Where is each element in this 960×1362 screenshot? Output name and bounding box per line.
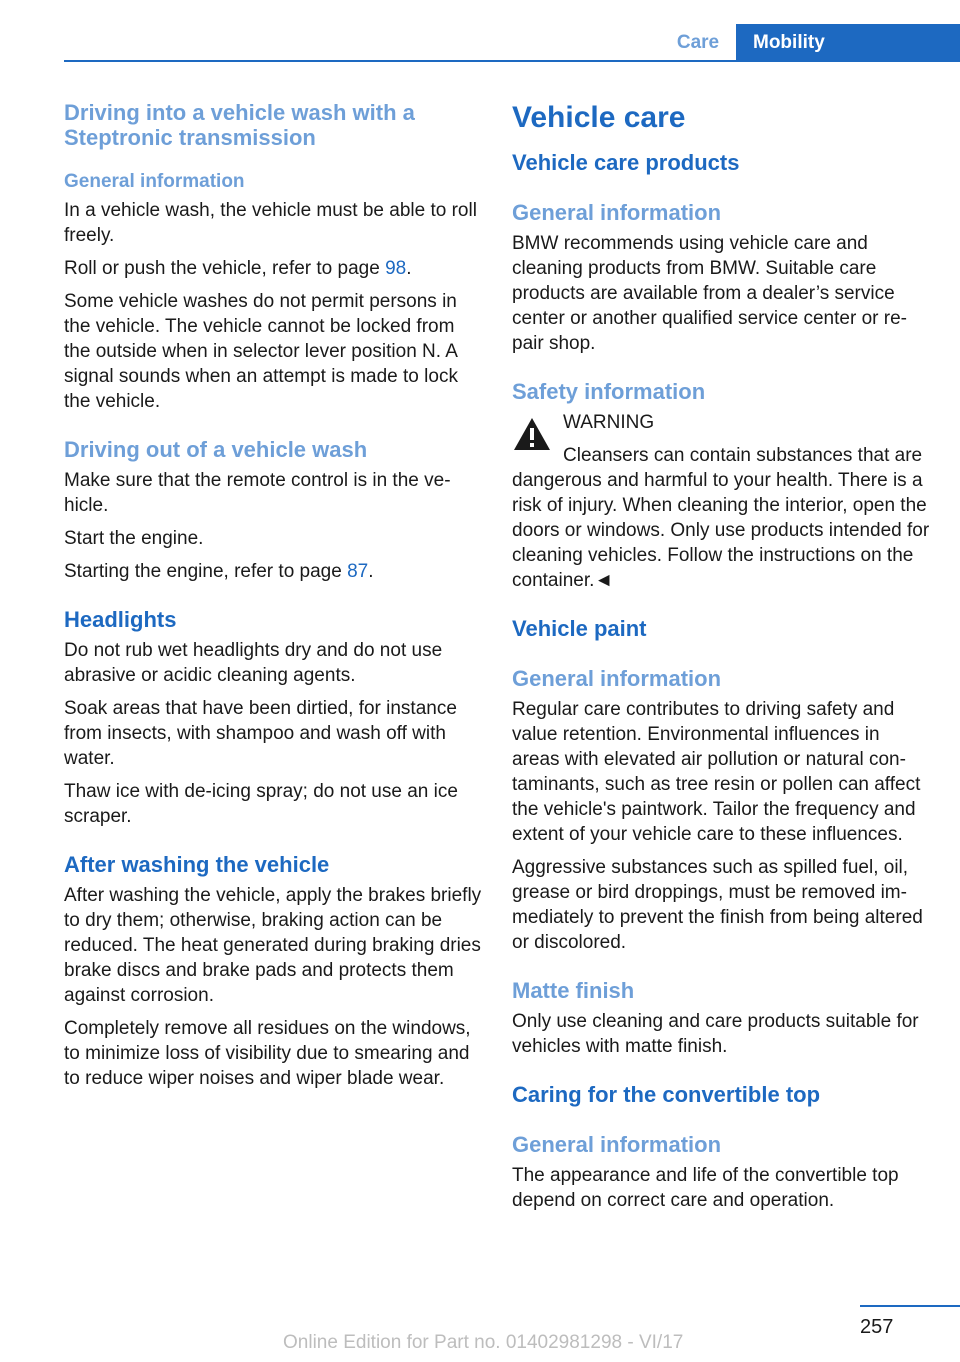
edition-footer: Online Edition for Part no. 01402981298 - VI/17	[283, 1332, 684, 1353]
heading-safety-information: Safety information	[512, 379, 706, 404]
paragraph: After washing the vehicle, apply the brakes briefly to dry them; otherwise, braking action can be reduced. The heat generated during braking dries brake discs and brake pads and protects them against corrosion.	[64, 885, 482, 1006]
paragraph: BMW recommends using vehicle care and cleaning products from BMW. Suitable care products are available from a dealer’s service center or another qualified service center or repair shop.	[512, 233, 907, 354]
left-column	[64, 100, 482, 1099]
page-link-98[interactable]: 98	[385, 258, 407, 279]
paragraph-text: Starting the engine, refer to page	[64, 561, 348, 582]
warning-text: Cleansers can contain substances that are dangerous and harmful to your health. There is a risk of injury. When cleaning the interior, open the doors or windows. Only use products intended for cleaning vehicles. Follow the instructions on the container.◄	[512, 445, 930, 591]
paragraph: Some vehicle washes do not permit persons in the vehicle. The vehicle cannot be locked from the outside when in selector lever position N. A signal sounds when an attempt is made to lock the vehicle.	[64, 291, 458, 412]
heading-general-information: General information	[512, 1132, 722, 1157]
heading-headlights: Headlights	[64, 607, 177, 632]
footer-rule	[860, 1305, 960, 1307]
paragraph: Regular care contributes to driving safety and value retention. Environmental influences in areas with elevated air pollution or natural contaminants, such as tree resin or pollen can affect the vehicle's paintwork. Tailor the frequency and extent of your vehicle care to these influences.	[512, 699, 921, 845]
paragraph-end: .	[368, 561, 374, 582]
paragraph: In a vehicle wash, the vehicle must be able to roll freely.	[64, 200, 477, 246]
heading-general-information: General information	[512, 200, 722, 225]
warning-box	[512, 410, 932, 593]
paragraph-text: Roll or push the vehicle, refer to page	[64, 258, 386, 279]
heading-vehicle-wash-steptronic: Driving into a vehicle wash with a Steptronic transmission	[64, 100, 415, 150]
heading-general-information: General information	[512, 666, 722, 691]
paragraph: Only use cleaning and care products suitable for vehicles with matte finish.	[512, 1011, 919, 1057]
heading-convertible-top: Caring for the convertible top	[512, 1082, 821, 1107]
warning-label: WARNING	[563, 412, 655, 433]
paragraph: Completely remove all residues on the windows, to minimize loss of visibility due to smearing and to reduce wiper noises and wiper blade wear.	[64, 1018, 471, 1089]
heading-driving-out-of-wash: Driving out of a vehicle wash	[64, 437, 368, 462]
paragraph: Start the engine.	[64, 528, 204, 549]
heading-vehicle-care: Vehicle care	[512, 101, 686, 134]
paragraph	[64, 256, 482, 281]
paragraph: Thaw ice with de-icing spray; do not use an ice scraper.	[64, 781, 458, 827]
heading-vehicle-care-products: Vehicle care products	[512, 150, 740, 175]
paragraph	[64, 559, 482, 584]
heading-vehicle-paint: Vehicle paint	[512, 616, 647, 641]
paragraph: Aggressive substances such as spilled fuel, oil, grease or bird droppings, must be removed immediately to prevent the finish from being altered or discolored.	[512, 857, 923, 953]
paragraph: The appearance and life of the convertible top depend on correct care and operation.	[512, 1165, 899, 1211]
paragraph-end: .	[406, 258, 412, 279]
tab-mobility[interactable]: Mobility	[736, 24, 960, 62]
tab-care[interactable]: Care	[676, 32, 720, 53]
page-number: 257	[860, 1316, 894, 1338]
warning-triangle-icon	[512, 416, 552, 452]
paragraph: Do not rub wet headlights dry and do not use abrasive or acidic cleaning agents.	[64, 640, 443, 686]
page-link-87[interactable]: 87	[347, 561, 369, 582]
paragraph: Soak areas that have been dirtied, for instance from insects, with shampoo and wash off with water.	[64, 698, 457, 769]
right-column	[512, 100, 932, 1221]
heading-after-washing: After washing the vehicle	[64, 852, 330, 877]
heading-general-information: General information	[64, 171, 245, 192]
paragraph: Make sure that the remote control is in the vehicle.	[64, 470, 451, 516]
heading-matte-finish: Matte finish	[512, 978, 635, 1003]
